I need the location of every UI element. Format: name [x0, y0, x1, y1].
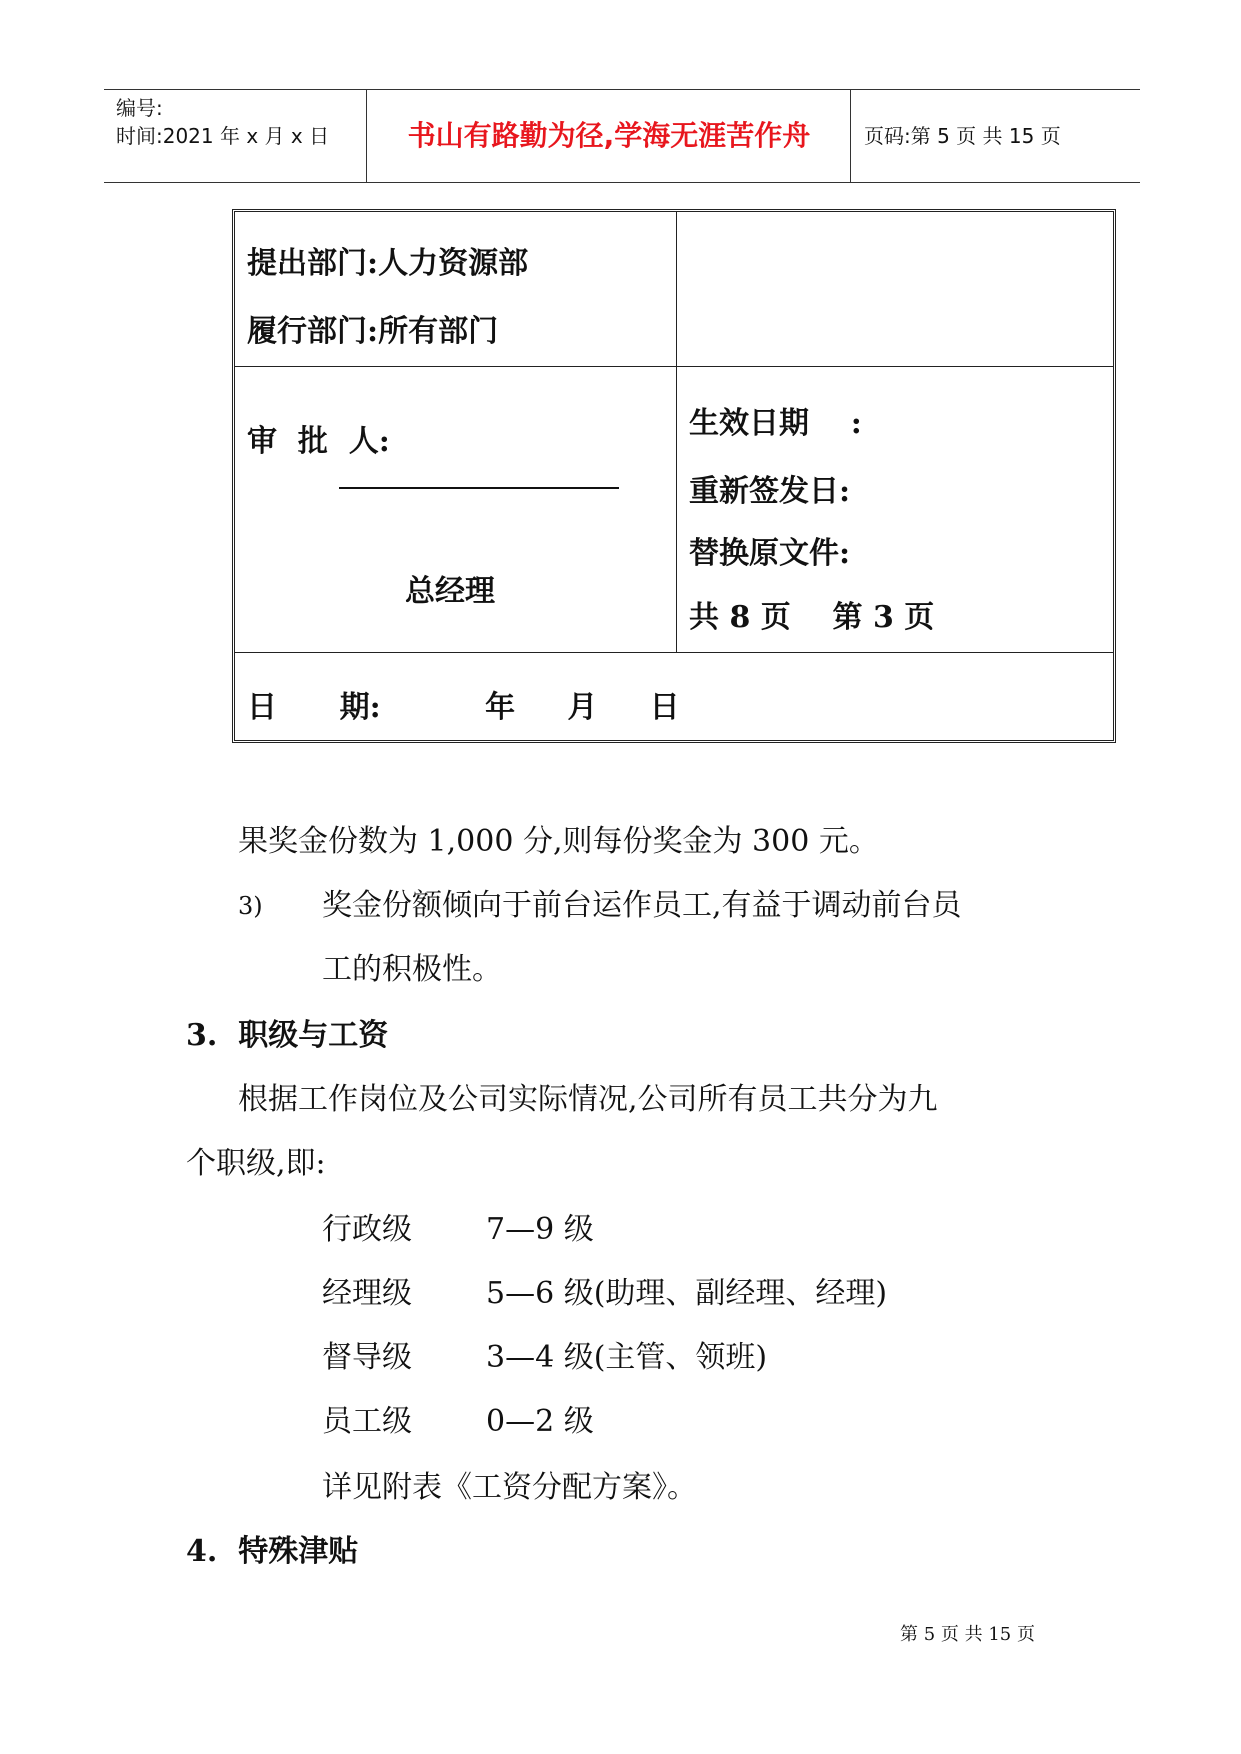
- grade-range: 0—2 级: [486, 1404, 594, 1439]
- grade-name: 经理级: [322, 1276, 412, 1311]
- grade-range: 3—4 级(主管、领班): [486, 1340, 768, 1375]
- page-count-label: 共 8 页 第 3 页: [689, 600, 935, 635]
- date-row: 日 期: 年 月 日: [247, 690, 680, 725]
- grade-name: 行政级: [322, 1212, 412, 1247]
- table-divider: [235, 366, 1113, 367]
- paragraph-continued: 个职级,即:: [186, 1146, 326, 1181]
- header-meta: [116, 90, 366, 182]
- section-heading-3: 3. 职级与工资: [186, 1018, 389, 1053]
- signature-line: [339, 487, 619, 489]
- header-divider: [366, 90, 367, 182]
- proposing-department: 提出部门:人力资源部: [247, 246, 529, 281]
- item-number: 3): [238, 892, 263, 920]
- header-motto: 书山有路勤为径,学海无涯苦作舟: [407, 119, 811, 152]
- page-header: [104, 89, 1140, 183]
- page-footer: 第 5 页 共 15 页: [900, 1624, 1035, 1645]
- body-line: 果奖金份数为 1,000 分,则每份奖金为 300 元。: [238, 824, 879, 859]
- grade-name: 员工级: [322, 1404, 412, 1439]
- executing-department: 履行部门:所有部门: [247, 314, 499, 349]
- grade-range: 7—9 级: [486, 1212, 594, 1247]
- replace-file-label: 替换原文件:: [689, 536, 851, 571]
- paragraph: 根据工作岗位及公司实际情况,公司所有员工共分为九: [238, 1082, 938, 1117]
- general-manager-label: 总经理: [405, 574, 495, 609]
- grade-range: 5—6 级(助理、副经理、经理): [486, 1276, 888, 1311]
- header-page-info: 页码:第 5 页 共 15 页: [864, 124, 1061, 148]
- grade-name: 督导级: [322, 1340, 412, 1375]
- effective-date-label: 生效日期 :: [689, 406, 862, 441]
- table-divider: [676, 212, 677, 652]
- doc-time-label: 时间:2021 年 x 月 x 日: [116, 124, 330, 148]
- see-table-note: 详见附表《工资分配方案》。: [322, 1470, 697, 1505]
- section-heading-4: 4. 特殊津贴: [186, 1534, 359, 1569]
- reissue-date-label: 重新签发日:: [689, 474, 851, 509]
- header-divider: [850, 90, 851, 182]
- doc-number-label: 编号:: [116, 96, 163, 120]
- item-text-continued: 工的积极性。: [322, 952, 502, 987]
- approver-label: 审 批 人:: [247, 424, 390, 459]
- item-text: 奖金份额倾向于前台运作员工,有益于调动前台员: [322, 888, 962, 923]
- approval-form-table: [232, 209, 1116, 743]
- table-divider: [235, 652, 1113, 653]
